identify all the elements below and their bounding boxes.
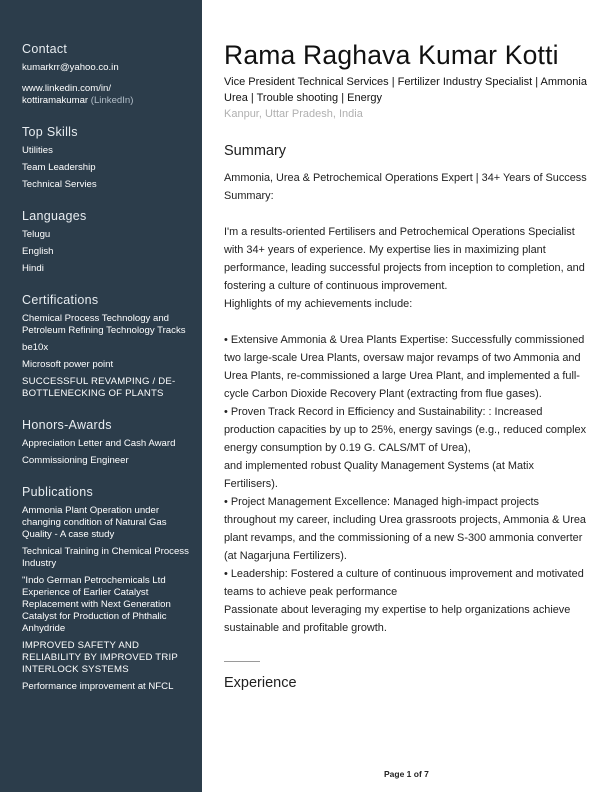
- summary-spacer: [224, 313, 590, 331]
- headline: Vice President Technical Services | Fertilizer Industry Specialist | Ammonia Urea | Trouble shooting | Energy: [224, 76, 587, 104]
- linkedin-label: (LinkedIn): [90, 95, 134, 106]
- skill-item: Utilities: [22, 145, 53, 156]
- publication-item: "Indo German Petrochemicals Ltd Experience of Earlier Catalyst Replacement with Next Generation Catalyst for Production of Phthalic Anhydride: [22, 575, 171, 634]
- sidebar: [0, 0, 202, 792]
- languages-section: [22, 209, 192, 275]
- summary-line: Passionate about leveraging my expertise to help organizations achieve sustainable and profitable growth.: [224, 604, 571, 634]
- summary-heading: Summary: [224, 143, 287, 159]
- contact-section: [22, 42, 192, 107]
- summary-line: I'm a results-oriented Fertilisers and Petrochemical Operations Specialist with 34+ years of experience. My expertise lies in maximizing plant performance, leading successful projects from inception to completion, and fostering a culture of continuous improvement.: [224, 226, 585, 292]
- certifications-section: [22, 293, 192, 400]
- skill-item: Technical Servies: [22, 179, 97, 190]
- publication-item: Technical Training in Chemical Process Industry: [22, 546, 189, 569]
- skill-item: Team Leadership: [22, 162, 96, 173]
- section-divider: [224, 661, 260, 662]
- publication-item: Performance improvement at NFCL: [22, 681, 174, 692]
- summary-line: • Proven Track Record in Efficiency and Sustainability: : Increased production capacities by up to 25%, energy savings (e.g., reduced complex energy consumption by 0.19 G. CALS/MT of Urea),: [224, 406, 587, 454]
- summary-line: • Project Management Excellence: Managed high-impact projects throughout my career, including Urea grassroots projects, Ammonia & Urea plant revamps, and the commissioning of a new S-300 ammonia converter (at Nagarjuna Fertilizers).: [224, 496, 586, 562]
- summary-line: • Leadership: Fostered a culture of continuous improvement and motivated teams to achieve peak performance: [224, 568, 584, 598]
- person-name: Rama Raghava Kumar Kotti: [224, 40, 559, 70]
- top-skills-section: [22, 125, 192, 191]
- summary-body: [224, 169, 590, 637]
- publication-item: Ammonia Plant Operation under changing condition of Natural Gas Quality - A case study: [22, 505, 167, 540]
- certifications-heading: Certifications: [22, 293, 99, 307]
- summary-line: Highlights of my achievements include:: [224, 298, 413, 310]
- language-item: English: [22, 246, 54, 257]
- language-item: Telugu: [22, 229, 51, 240]
- publication-item: IMPROVED SAFETY AND RELIABILITY BY IMPROVED TRIP INTERLOCK SYSTEMS: [22, 640, 178, 675]
- certification-item: Microsoft power point: [22, 359, 114, 370]
- summary-line: Summary:: [224, 190, 274, 202]
- linkedin-link[interactable]: [22, 83, 192, 107]
- certification-item: be10x: [22, 342, 49, 353]
- publications-heading: Publications: [22, 485, 94, 499]
- languages-heading: Languages: [22, 209, 87, 223]
- linkedin-url-line-2: kottiramakumar: [22, 95, 89, 106]
- certification-item: SUCCESSFUL REVAMPING / DE-BOTTLENECKING OF PLANTS: [22, 376, 176, 399]
- honors-heading: Honors-Awards: [22, 418, 112, 432]
- main-content: [224, 38, 590, 701]
- certification-item: Chemical Process Technology and Petroleum Refining Technology Tracks: [22, 313, 186, 336]
- honor-item: Commissioning Engineer: [22, 455, 129, 466]
- linkedin-url-line-1: www.linkedin.com/in/: [22, 83, 112, 94]
- top-skills-heading: Top Skills: [22, 125, 78, 139]
- honors-section: [22, 418, 192, 467]
- honor-item: Appreciation Letter and Cash Award: [22, 438, 176, 449]
- summary-line: and implemented robust Quality Management Systems (at Matix Fertilisers).: [224, 460, 534, 490]
- email-link[interactable]: kumarkrr@yahoo.co.in: [22, 62, 119, 73]
- page-number: Page 1 of 7: [384, 769, 429, 779]
- publications-section: [22, 485, 192, 693]
- contact-heading: Contact: [22, 42, 68, 56]
- summary-line: Ammonia, Urea & Petrochemical Operations Expert | 34+ Years of Success: [224, 172, 587, 184]
- experience-heading: Experience: [224, 675, 297, 691]
- location: Kanpur, Uttar Pradesh, India: [224, 108, 363, 120]
- summary-line: • Extensive Ammonia & Urea Plants Expertise: Successfully commissioned two large-scale Urea Plants, oversaw major revamps of two Ammonia and Urea Plants, re-commissioned a large Urea Plant, and implemented a full-cycle Carbon Dioxide Recovery Plant (extracting from flue gases).: [224, 334, 585, 400]
- language-item: Hindi: [22, 263, 44, 274]
- summary-spacer: [224, 205, 590, 223]
